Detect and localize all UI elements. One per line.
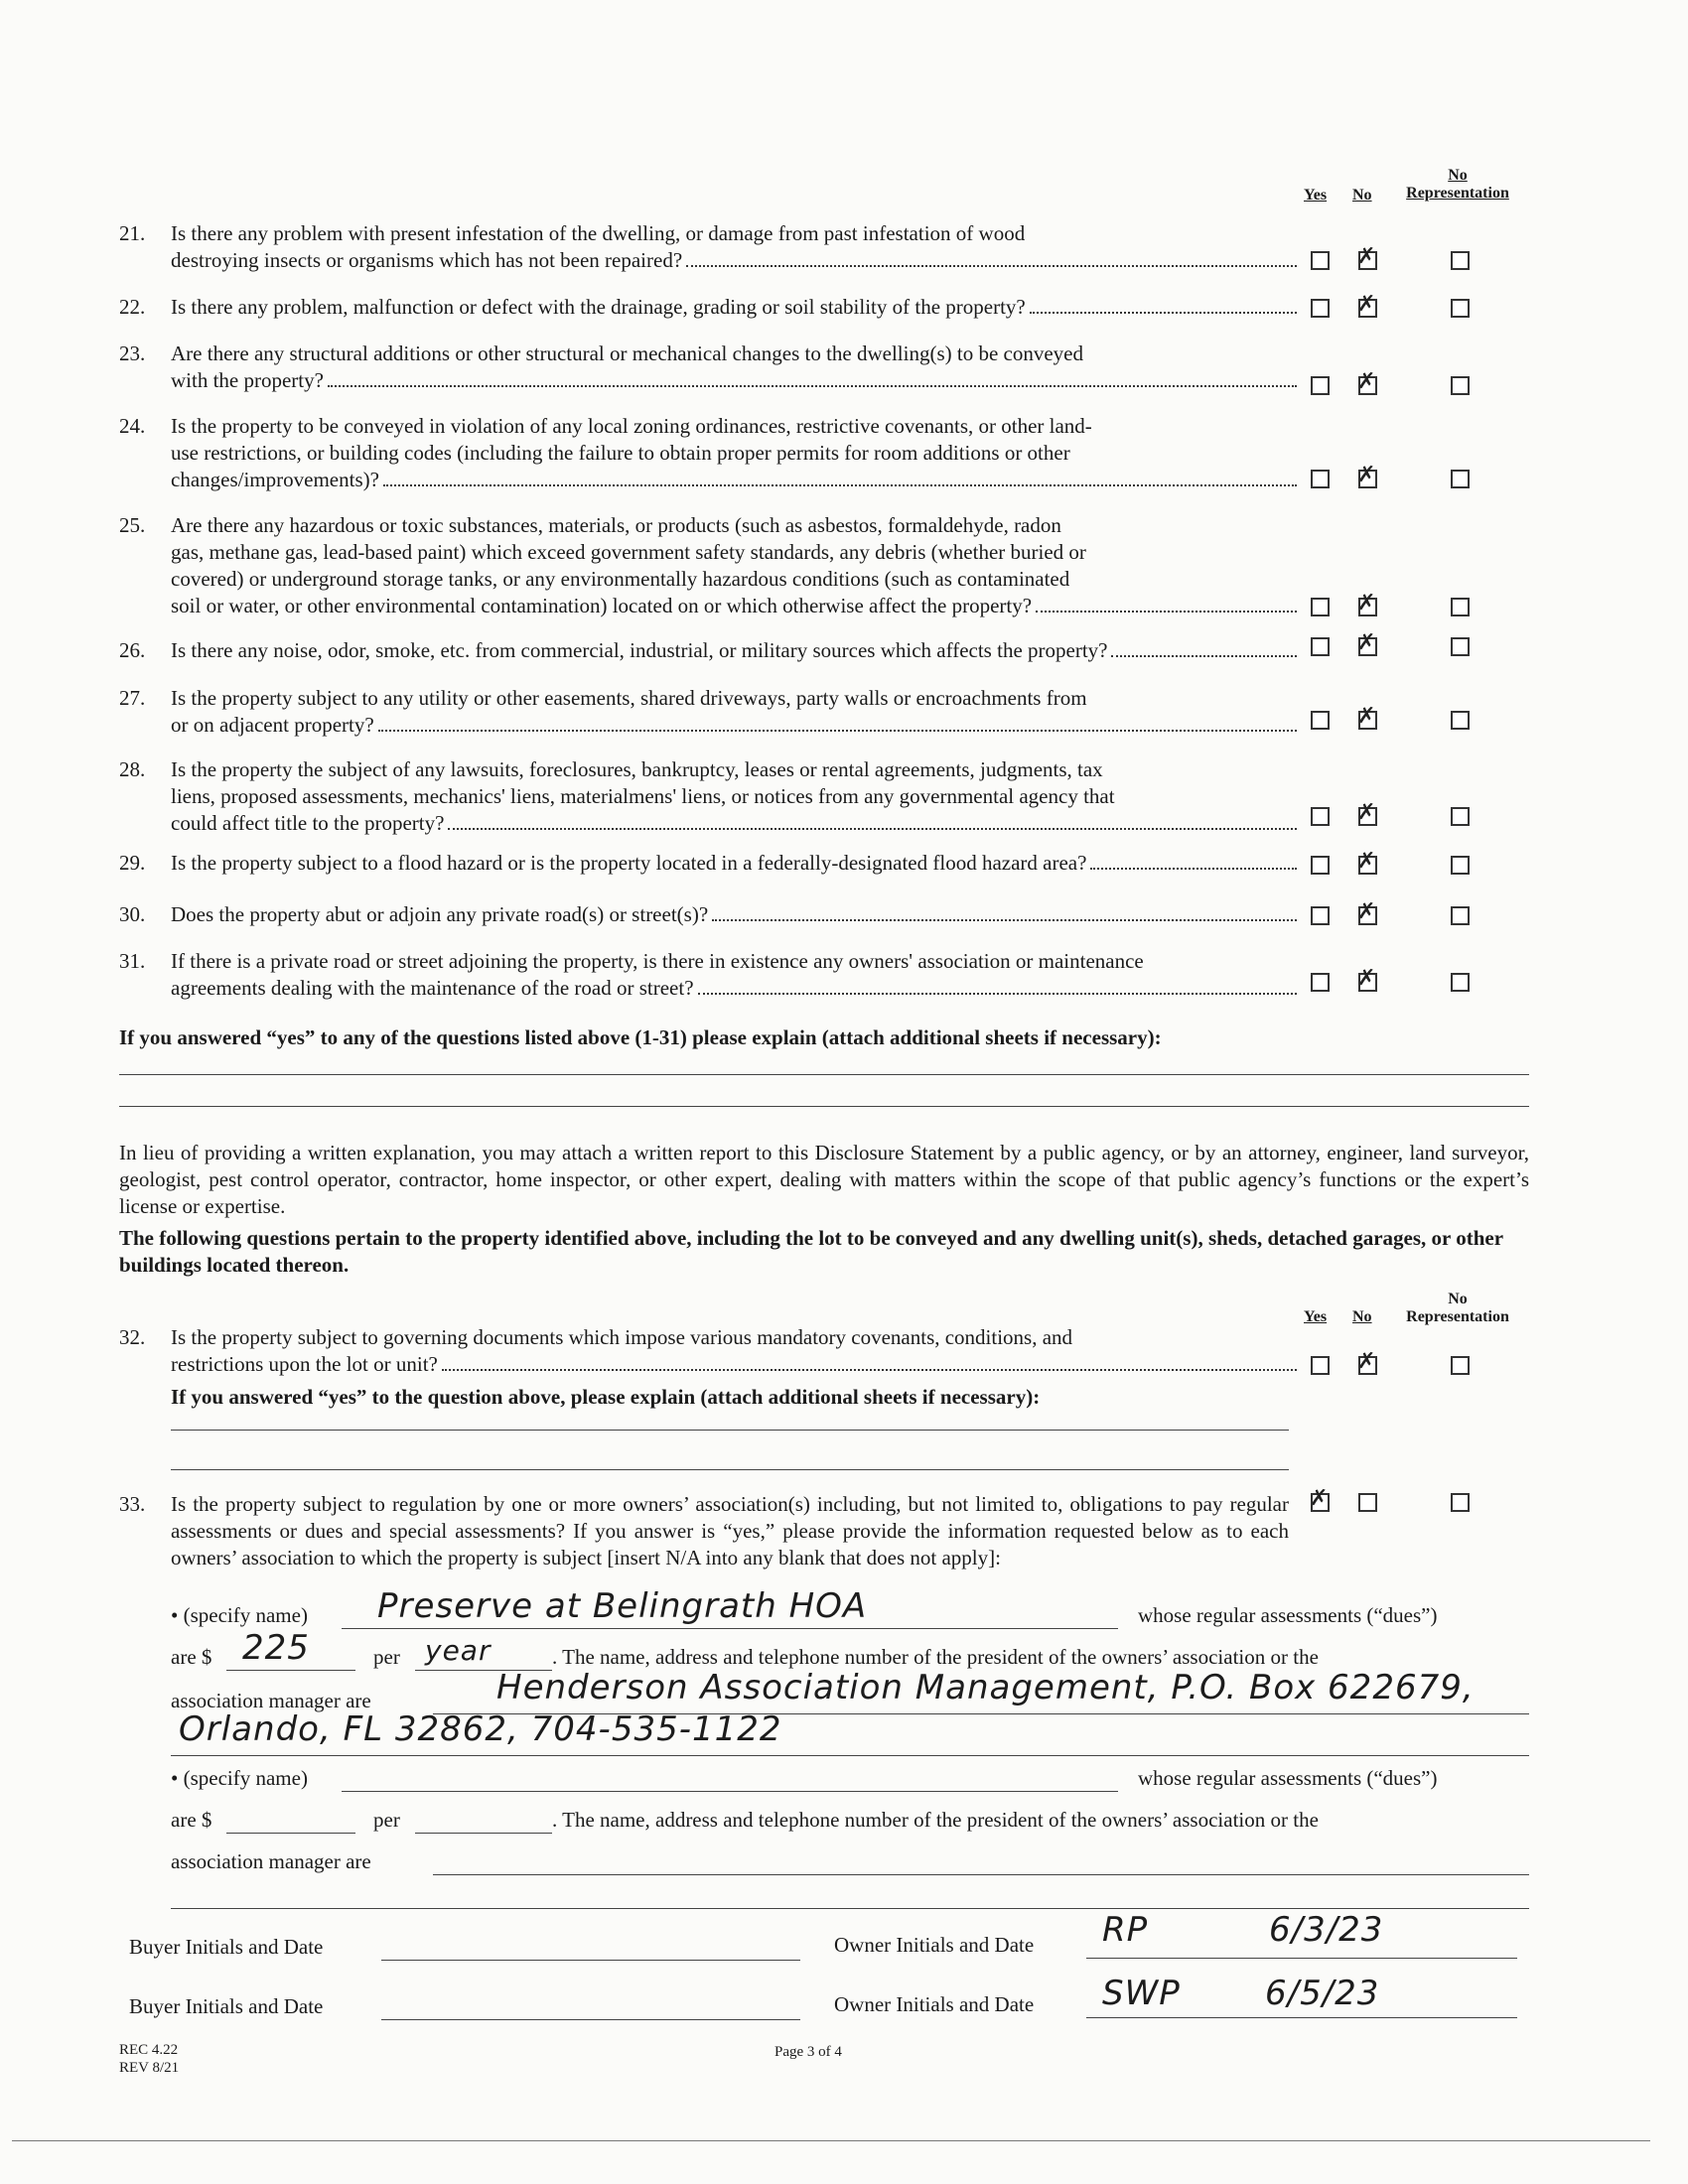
question-22 — [119, 294, 1301, 321]
question-line: Is the property subject to a flood hazard or is the property located in a federally-designated flood hazard area? — [171, 851, 1087, 875]
question-line: Is the property subject to any utility or other easements, shared driveways, party walls or encroachments from — [171, 686, 1087, 710]
question-line: agreements dealing with the maintenance of the road or street? — [171, 976, 694, 1000]
question-number: 31. — [119, 949, 146, 973]
q33-number: 33. — [119, 1492, 146, 1516]
q33-no-checkbox[interactable] — [1358, 1493, 1377, 1512]
q26-checkmark: ✗ — [1357, 630, 1376, 655]
question-23 — [119, 341, 1301, 394]
q32-line-2-row — [171, 1351, 1301, 1378]
hoa2-period-line[interactable] — [415, 1833, 552, 1834]
q28-checkmark: ✗ — [1357, 800, 1376, 825]
question-line: with the property? — [171, 368, 324, 392]
question-line-row — [171, 539, 1301, 566]
page-number: Page 3 of 4 — [774, 2044, 842, 2060]
question-line: Are there any structural additions or other structural or mechanical changes to the dwelling(s) to be conveyed — [171, 341, 1084, 365]
hoa2-name-line[interactable] — [342, 1791, 1118, 1792]
question-line: Is the property the subject of any lawsuits, foreclosures, bankruptcy, leases or rental agreements, judgments, tax — [171, 757, 1103, 781]
bottom-scan-line — [12, 2140, 1650, 2141]
question-line: Is there any noise, odor, smoke, etc. from commercial, industrial, or military sources which affects the property? — [171, 638, 1108, 662]
q23-checkmark: ✗ — [1357, 369, 1376, 394]
q31-norep-checkbox[interactable] — [1451, 973, 1470, 992]
question-line: liens, proposed assessments, mechanics' liens, materialmens' liens, or notices from any governmental agency that — [171, 784, 1115, 808]
dot-leader — [686, 264, 1297, 267]
question-line-row — [171, 712, 1301, 739]
question-line: could affect title to the property? — [171, 811, 445, 835]
q22-yes-checkbox[interactable] — [1311, 299, 1330, 318]
question-line-row — [171, 948, 1301, 975]
hoa2-are-label: are $ — [171, 1808, 212, 1832]
question-number: 24. — [119, 414, 146, 438]
question-line-row — [171, 566, 1301, 593]
hoa2-specify-label: • (specify name) — [171, 1766, 308, 1790]
no-header-2: No — [1352, 1308, 1372, 1325]
q32-number: 32. — [119, 1325, 146, 1349]
form-code: REC 4.22 — [119, 2042, 179, 2058]
hoa2-per-label: per — [373, 1808, 400, 1832]
q32-no-checkmark: ✗ — [1357, 1349, 1376, 1374]
q30-yes-checkbox[interactable] — [1311, 906, 1330, 925]
question-number: 23. — [119, 341, 146, 365]
q32-yes-checkbox[interactable] — [1311, 1356, 1330, 1375]
hoa2-manager-label: association manager are — [171, 1849, 371, 1873]
question-27 — [119, 685, 1301, 739]
question-line-row — [171, 467, 1301, 493]
hoa1-name-value[interactable]: Preserve at Belingrath HOA — [377, 1586, 868, 1626]
question-line: If there is a private road or street adjoining the property, is there in existence any owners' association or maintenance — [171, 949, 1144, 973]
q33-yes-checkmark: ✗ — [1310, 1486, 1329, 1511]
q27-checkmark: ✗ — [1357, 704, 1376, 729]
question-24 — [119, 413, 1301, 493]
question-31 — [119, 948, 1301, 1002]
yes-header-2: Yes — [1304, 1308, 1328, 1325]
hoa2-president-label: . The name, address and telephone number of the president of the owners’ association or the — [552, 1808, 1319, 1832]
q26-norep-checkbox[interactable] — [1451, 637, 1470, 656]
dot-leader — [1111, 654, 1297, 657]
question-line: soil or water, or other environmental contamination) located on or which otherwise affect the property? — [171, 594, 1033, 617]
q30-norep-checkbox[interactable] — [1451, 906, 1470, 925]
q21-yes-checkbox[interactable] — [1311, 251, 1330, 270]
owner2-line[interactable] — [1086, 2017, 1517, 2018]
question-line: Is the property to be conveyed in violation of any local zoning ordinances, restrictive covenants, or other land- — [171, 414, 1092, 438]
q21-checkmark: ✗ — [1357, 244, 1376, 269]
q25-norep-checkbox[interactable] — [1451, 598, 1470, 616]
question-number: 25. — [119, 513, 146, 537]
q25-checkmark: ✗ — [1357, 591, 1376, 615]
q32-explain-line-1[interactable] — [171, 1430, 1289, 1431]
q32-explain: If you answered “yes” to the question above, please explain (attach additional sheets if necessary): — [171, 1385, 1041, 1409]
buyer2-line[interactable] — [381, 2019, 800, 2020]
dot-leader — [383, 483, 1297, 486]
q33-text: Is the property subject to regulation by one or more owners’ association(s) including, but not limited to, obligations to pay regular assessments or dues and special assessments? If you answer is “yes,” please provide the information requested below as to each owners’ association to which the property is subject [insert N/A into any blank that does not apply]: — [171, 1492, 1289, 1570]
question-line: use restrictions, or building codes (including the failure to obtain proper permits for room additions or other — [171, 441, 1070, 465]
q33-norep-checkbox[interactable] — [1451, 1493, 1470, 1512]
hoa1-amount-value[interactable]: 225 — [242, 1628, 310, 1668]
hoa1-manager-line-2[interactable] — [171, 1755, 1529, 1756]
q22-norep-checkbox[interactable] — [1451, 299, 1470, 318]
explain-1-31: If you answered “yes” to any of the questions listed above (1-31) please explain (attach additional sheets if necessary): — [119, 1025, 1162, 1049]
explain-line-2[interactable] — [119, 1106, 1529, 1107]
q29-norep-checkbox[interactable] — [1451, 856, 1470, 875]
question-32 — [119, 1324, 1301, 1378]
owner2-date[interactable]: 6/5/23 — [1265, 1974, 1380, 2013]
no-header-top: No — [1352, 187, 1372, 204]
question-line-row — [171, 593, 1301, 619]
q22-checkmark: ✗ — [1357, 292, 1376, 317]
hoa2-amount-line[interactable] — [226, 1833, 355, 1834]
form-rev: REV 8/21 — [119, 2060, 180, 2076]
q31-yes-checkbox[interactable] — [1311, 973, 1330, 992]
buyer1-line[interactable] — [381, 1960, 800, 1961]
hoa1-manager-label: association manager are — [171, 1689, 371, 1712]
dot-leader — [328, 384, 1297, 387]
question-30 — [119, 901, 1301, 928]
question-line-row — [171, 367, 1301, 394]
question-25 — [119, 512, 1301, 619]
question-line: Is there any problem, malfunction or defect with the drainage, grading or soil stability of the property? — [171, 295, 1026, 319]
q32-norep-checkbox[interactable] — [1451, 1356, 1470, 1375]
hoa1-period-value[interactable]: year — [425, 1634, 492, 1667]
question-28 — [119, 756, 1301, 837]
q24-norep-checkbox[interactable] — [1451, 470, 1470, 488]
question-line: Does the property abut or adjoin any private road(s) or street(s)? — [171, 902, 709, 926]
no-rep-header-top: No Representation — [1406, 167, 1509, 202]
hoa2-whose-label: whose regular assessments (“dues”) — [1138, 1766, 1438, 1790]
owner1-label: Owner Initials and Date — [834, 1933, 1035, 1957]
question-line: changes/improvements)? — [171, 468, 379, 491]
q24-checkmark: ✗ — [1357, 463, 1376, 487]
no-rep-header-2: No Representation — [1406, 1291, 1509, 1325]
dot-leader — [698, 992, 1297, 995]
q27-norep-checkbox[interactable] — [1451, 711, 1470, 730]
question-line-row — [171, 440, 1301, 467]
question-line-row — [171, 685, 1301, 712]
hoa1-manager-value-2[interactable]: Orlando, FL 32862, 704-535-1122 — [179, 1709, 782, 1749]
q26-yes-checkbox[interactable] — [1311, 637, 1330, 656]
question-line-row — [171, 783, 1301, 810]
dot-leader — [1090, 867, 1297, 870]
q29-yes-checkbox[interactable] — [1311, 856, 1330, 875]
question-line-row — [171, 512, 1301, 539]
q23-yes-checkbox[interactable] — [1311, 376, 1330, 395]
question-number: 29. — [119, 851, 146, 875]
question-26 — [119, 637, 1301, 664]
q27-yes-checkbox[interactable] — [1311, 711, 1330, 730]
question-29 — [119, 850, 1301, 877]
q31-checkmark: ✗ — [1357, 966, 1376, 991]
dot-leader — [1036, 610, 1297, 613]
question-line-row — [171, 413, 1301, 440]
question-line-row — [171, 637, 1301, 664]
q23-norep-checkbox[interactable] — [1451, 376, 1470, 395]
hoa1-president-label: . The name, address and telephone number of the president of the owners’ association or the — [552, 1645, 1319, 1669]
hoa2-manager-line-2[interactable] — [171, 1908, 1529, 1909]
q25-yes-checkbox[interactable] — [1311, 598, 1330, 616]
question-line: Is there any problem with present infestation of the dwelling, or damage from past infestation of wood — [171, 221, 1026, 245]
dot-leader — [712, 918, 1297, 921]
hoa1-are-label: are $ — [171, 1645, 212, 1669]
q32-explain-line-2[interactable] — [171, 1469, 1289, 1470]
question-number: 27. — [119, 686, 146, 710]
explain-line-1[interactable] — [119, 1074, 1529, 1075]
question-line: covered) or underground storage tanks, or any environmentally hazardous conditions (such as contaminated — [171, 567, 1070, 591]
q30-checkmark: ✗ — [1357, 899, 1376, 924]
hoa1-whose-label: whose regular assessments (“dues”) — [1138, 1603, 1438, 1627]
question-line-row — [171, 901, 1301, 928]
dot-leader — [378, 729, 1297, 732]
buyer2-label: Buyer Initials and Date — [129, 1994, 324, 2018]
buyer1-label: Buyer Initials and Date — [129, 1935, 324, 1959]
hoa1-specify-label: • (specify name) — [171, 1603, 308, 1627]
hoa1-name-line[interactable] — [342, 1628, 1118, 1629]
question-number: 22. — [119, 295, 146, 319]
question-line-row — [171, 220, 1301, 247]
question-line-row — [171, 850, 1301, 877]
owner1-initials[interactable]: RP — [1102, 1910, 1149, 1950]
question-line-row — [171, 294, 1301, 321]
question-number: 28. — [119, 757, 146, 781]
hoa2-manager-line-1[interactable] — [433, 1874, 1529, 1875]
owner1-date[interactable]: 6/3/23 — [1269, 1910, 1384, 1950]
question-line: or on adjacent property? — [171, 713, 374, 737]
question-number: 30. — [119, 902, 146, 926]
q21-norep-checkbox[interactable] — [1451, 251, 1470, 270]
question-line-row — [171, 975, 1301, 1002]
q24-yes-checkbox[interactable] — [1311, 470, 1330, 488]
question-line: Are there any hazardous or toxic substances, materials, or products (such as asbestos, formaldehyde, radon — [171, 513, 1061, 537]
question-line-row — [171, 756, 1301, 783]
q28-yes-checkbox[interactable] — [1311, 807, 1330, 826]
owner2-label: Owner Initials and Date — [834, 1992, 1035, 2016]
dot-leader — [1030, 311, 1297, 314]
yes-header-top: Yes — [1304, 187, 1328, 204]
question-line-row — [171, 247, 1301, 274]
question-line: gas, methane gas, lead-based paint) which exceed government safety standards, any debris (whether buried or — [171, 540, 1086, 564]
owner2-initials[interactable]: SWP — [1102, 1974, 1181, 2013]
question-number: 21. — [119, 221, 146, 245]
dot-leader — [448, 827, 1297, 830]
hoa1-per-label: per — [373, 1645, 400, 1669]
question-line: destroying insects or organisms which has not been repaired? — [171, 248, 683, 272]
q28-norep-checkbox[interactable] — [1451, 807, 1470, 826]
question-number: 26. — [119, 638, 146, 662]
q32-line-1: Is the property subject to governing documents which impose various mandatory covenants, conditions, and — [171, 1325, 1073, 1349]
owner1-line[interactable] — [1086, 1958, 1517, 1959]
hoa1-amount-line[interactable] — [226, 1670, 355, 1671]
following-paragraph: The following questions pertain to the property identified above, including the lot to be conveyed and any dwelling unit(s), sheds, detached garages, or other buildings located thereon. — [119, 1226, 1503, 1277]
question-line-row — [171, 341, 1301, 367]
question-21 — [119, 220, 1301, 274]
q32-line-2: restrictions upon the lot or unit? — [171, 1352, 438, 1376]
question-line-row — [171, 810, 1301, 837]
hoa1-manager-value-1[interactable]: Henderson Association Management, P.O. Box 622679, — [496, 1668, 1475, 1707]
in-lieu-paragraph: In lieu of providing a written explanation, you may attach a written report to this Disclosure Statement by a public agency, or by an attorney, engineer, land surveyor, geologist, pest control operator, contractor, home inspector, or other expert, dealing with matters within the scope of that public agency’s functions or the expert’s license or expertise. — [119, 1141, 1529, 1218]
q29-checkmark: ✗ — [1357, 849, 1376, 874]
